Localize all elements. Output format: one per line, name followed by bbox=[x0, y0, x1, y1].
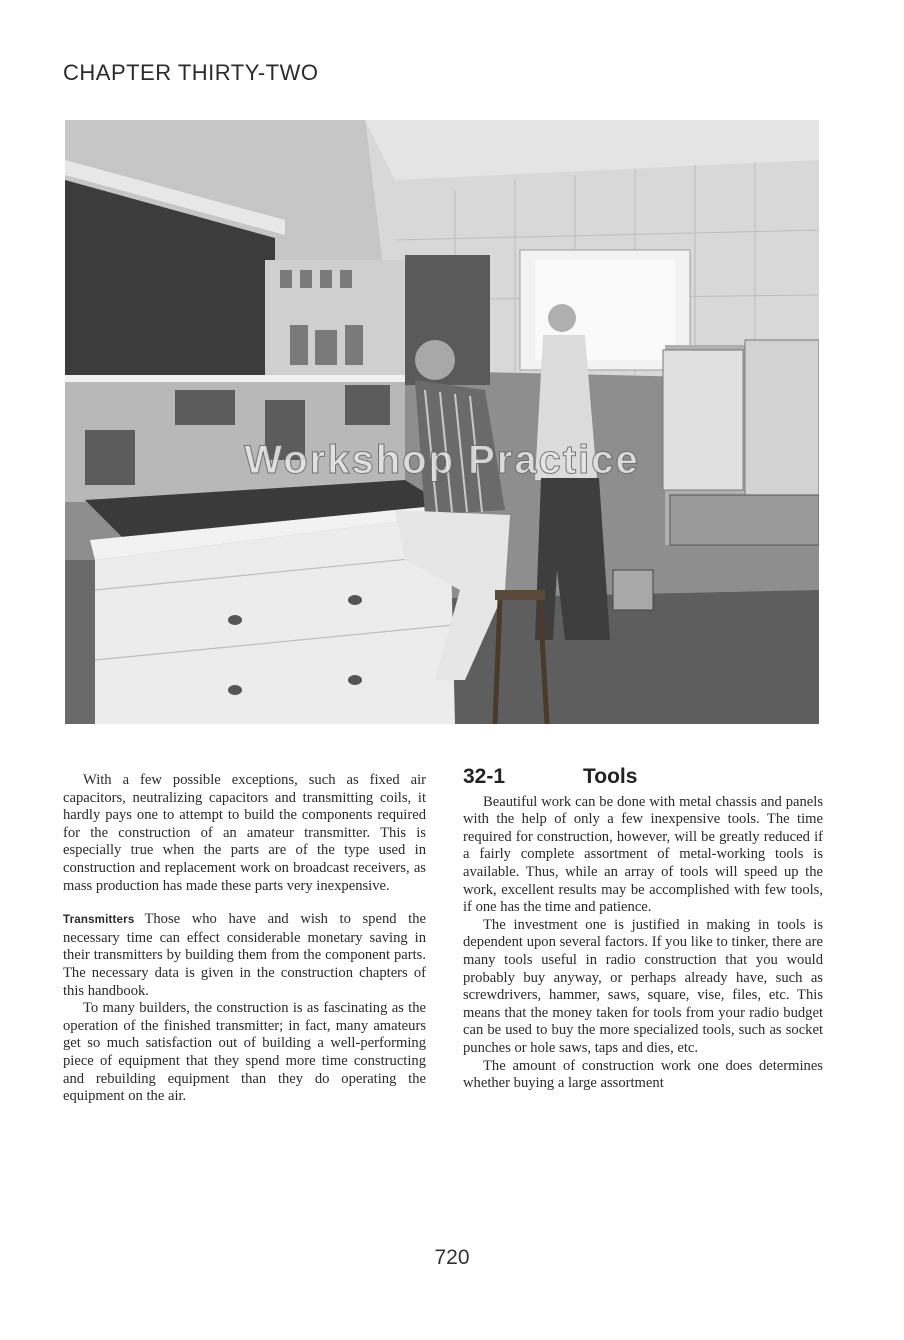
section-number: 32-1 bbox=[463, 765, 506, 788]
photo-title: Workshop Practice bbox=[244, 438, 640, 482]
builders-paragraph: To many builders, the construction is as fascinating as the operation of the finished transmitter; in fact, many amateurs get so much satisfaction out of building a well-performing piece of equipment that they spend more time constructing and rebuilding equipment than they do operating the equipment on the air. bbox=[63, 1000, 426, 1105]
right-column bbox=[463, 765, 823, 1093]
chapter-heading: CHAPTER THIRTY-TWO bbox=[63, 60, 319, 85]
tools-paragraph-1: Beautiful work can be done with metal chassis and panels with the help of only a few inexpensive tools. The time required for construction, however, will be greatly reduced if a fairly complete assortment of metal-working tools is available. Thus, while an array of tools will speed up the work, excellent results may be accomplished with few tools, if one has the time and patience. bbox=[463, 793, 823, 916]
section-heading bbox=[463, 765, 823, 788]
transmitters-paragraph bbox=[63, 911, 426, 1000]
left-column bbox=[63, 772, 426, 1106]
workshop-photo-illustration bbox=[65, 120, 819, 724]
intro-paragraph: With a few possible exceptions, such as fixed air capacitors, neutralizing capacitors and transmitting coils, it hardly pays one to attempt to build the components required for the construction of an amateur transmitter. This is especially true when the parts are of the type used in construction and replacement work on broadcast receivers, as mass production has made these parts very inexpensive. bbox=[63, 772, 426, 894]
section-title: Tools bbox=[583, 765, 638, 788]
tools-paragraph-2: The investment one is justified in making in tools is dependent upon several factors. If you like to tinker, there are many tools useful in radio construction that you would probably buy anyway, or perhaps already have, such as screwdrivers, hammer, saws, square, vise, files, etc. This means that the money taken for tools from your radio budget can be used to buy the more specialized tools, such as socket punches or hole saws, taps and dies, etc. bbox=[463, 916, 823, 1056]
tools-paragraph-3: The amount of construction work one does determines whether buying a large assortment bbox=[463, 1057, 823, 1092]
transmitters-text: Those who have and wish to spend the necessary time can effect considerable monetary saving in their transmitters by building them from the component parts. The necessary data is given in the construction chapters of this handbook. bbox=[63, 911, 426, 999]
page-number: 720 bbox=[434, 1246, 470, 1269]
transmitters-side-label: Transmitters bbox=[63, 914, 135, 927]
workshop-photo bbox=[65, 120, 819, 724]
